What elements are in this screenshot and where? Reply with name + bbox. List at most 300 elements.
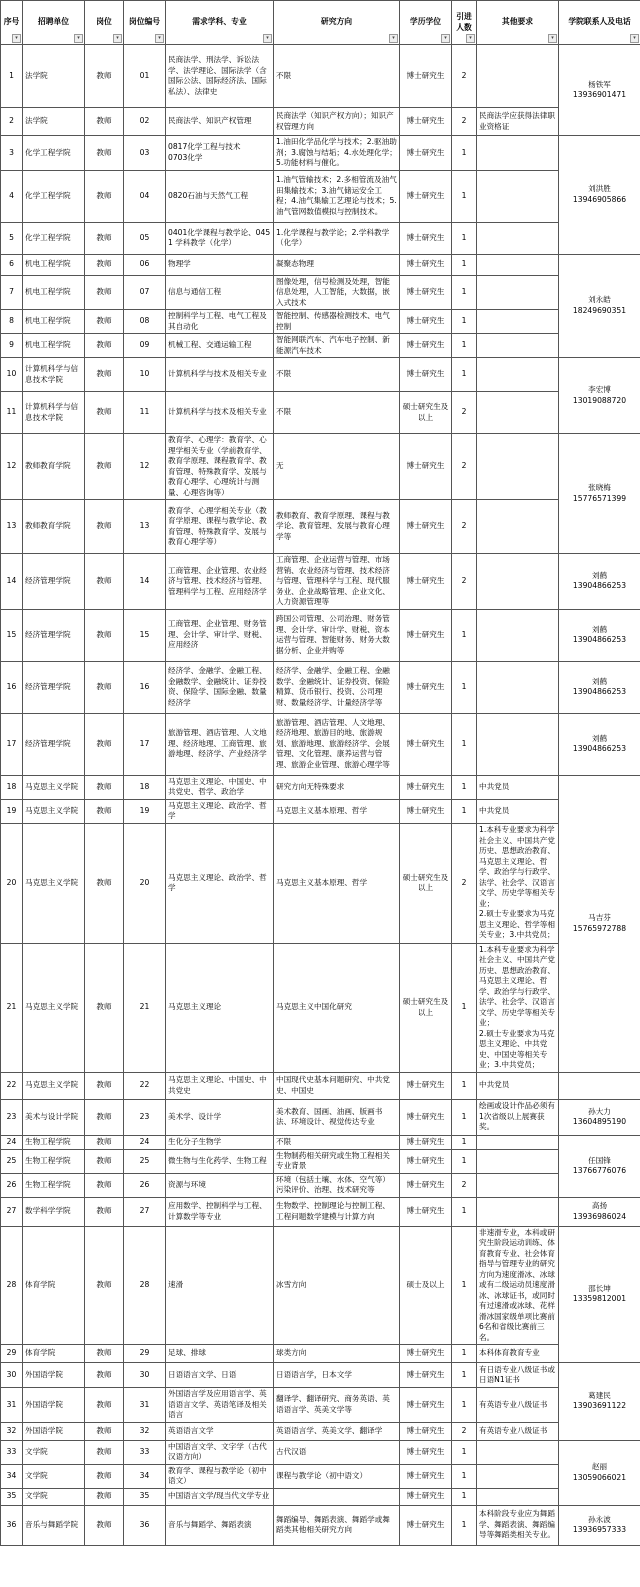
unit-cell: 化学工程学院 <box>23 170 85 222</box>
seq-cell: 3 <box>1 136 23 171</box>
post-cell: 教师 <box>85 609 124 661</box>
seq-cell: 6 <box>1 254 23 275</box>
count-cell: 1 <box>452 1099 477 1135</box>
contact-phone: 13936957333 <box>572 1525 627 1534</box>
other-cell <box>477 554 559 610</box>
contact-cell <box>559 661 640 713</box>
unit-cell: 文学院 <box>23 1488 85 1505</box>
unit-cell: 外国语学院 <box>23 1388 85 1423</box>
degree-cell: 博士研究生 <box>400 1363 452 1388</box>
post-cell: 教师 <box>85 1173 124 1197</box>
contact-cell <box>559 775 640 1072</box>
research-cell: 课程与教学论（初中语文） <box>274 1464 400 1488</box>
code-cell: 14 <box>124 554 166 610</box>
subject-cell: 工商管理、企业管理、财务管理、会计学、审计学、财税、应用经济 <box>166 609 274 661</box>
header-research[interactable]: 研究方向 ▾ <box>274 1 400 45</box>
header-code[interactable]: 岗位编号 ▾ <box>124 1 166 45</box>
degree-cell: 博士研究生 <box>400 713 452 775</box>
seq-cell: 31 <box>1 1388 23 1423</box>
code-cell: 24 <box>124 1135 166 1149</box>
contact-cell <box>559 1099 640 1135</box>
other-cell: 有英语专业八级证书 <box>477 1422 559 1440</box>
unit-cell: 体育学院 <box>23 1345 85 1363</box>
research-cell: 中国现代史基本问题研究、中共党史、中国史 <box>274 1072 400 1099</box>
unit-cell: 机电工程学院 <box>23 254 85 275</box>
unit-cell: 教师教育学院 <box>23 500 85 554</box>
post-cell: 教师 <box>85 713 124 775</box>
count-cell: 2 <box>452 108 477 136</box>
seq-cell: 5 <box>1 222 23 254</box>
research-cell: 不限 <box>274 45 400 108</box>
subject-cell: 工商管理、企业管理、农业经济与管理、技术经济与管理、管理科学与工程、应用经济学 <box>166 554 274 610</box>
post-cell: 教师 <box>85 1464 124 1488</box>
contact-name: 刘永皓 <box>588 295 611 305</box>
subject-cell: 外国语言学及应用语言学、英语语言文学、英语笔译及相关语言 <box>166 1388 274 1423</box>
header-degree[interactable]: 学历学位 ▾ <box>400 1 452 45</box>
count-cell: 2 <box>452 554 477 610</box>
subject-cell: 教育学、课程与教学论（初中语文） <box>166 1464 274 1488</box>
filter-dropdown-icon[interactable]: ▾ <box>466 34 475 43</box>
count-cell: 1 <box>452 1072 477 1099</box>
table-row <box>1 823 640 943</box>
research-cell: 跨国公司管理、公司治理、财务管理、会计学、审计学、财税、资本运营与管理、智能财务、财务大数据分析、企业并购等 <box>274 609 400 661</box>
contact-name: 赵丽 <box>591 1462 608 1471</box>
seq-cell: 29 <box>1 1345 23 1363</box>
code-cell: 30 <box>124 1363 166 1388</box>
contact-cell <box>559 1226 640 1363</box>
contact-cell <box>559 1363 640 1441</box>
research-cell: 研究方向无特殊要求 <box>274 775 400 799</box>
unit-cell: 生物工程学院 <box>23 1173 85 1197</box>
other-cell <box>477 358 559 392</box>
contact-phone: 13059066021 <box>572 1472 627 1482</box>
code-cell: 13 <box>124 500 166 554</box>
post-cell: 教师 <box>85 222 124 254</box>
degree-cell: 博士研究生 <box>400 1149 452 1173</box>
degree-cell: 博士研究生 <box>400 1072 452 1099</box>
seq-cell: 17 <box>1 713 23 775</box>
post-cell: 教师 <box>85 358 124 392</box>
degree-cell: 博士研究生 <box>400 1505 452 1545</box>
contact-cell-empty <box>559 1072 640 1099</box>
seq-cell: 15 <box>1 609 23 661</box>
other-cell <box>477 254 559 275</box>
code-cell: 36 <box>124 1505 166 1545</box>
degree-cell: 硕士研究生及以上 <box>400 823 452 943</box>
header-other[interactable]: 其他要求 ▾ <box>477 1 559 45</box>
post-cell: 教师 <box>85 108 124 136</box>
table-row <box>1 1363 640 1388</box>
other-cell <box>477 310 559 334</box>
contact-phone: 13904866253 <box>572 687 627 696</box>
table-row <box>1 358 640 392</box>
contact-name: 高扬 <box>591 1201 608 1210</box>
research-cell: 生物数学、控制理论与控制工程、工程问题数学建模与计算方向 <box>274 1197 400 1226</box>
subject-cell: 中国语言文学、文字学（古代汉语方向） <box>166 1440 274 1464</box>
seq-cell: 11 <box>1 392 23 434</box>
seq-cell: 12 <box>1 434 23 500</box>
contact-phone: 13946905866 <box>572 194 627 204</box>
code-cell: 03 <box>124 136 166 171</box>
subject-cell: 教育学、心理学相关专业（教育学原理、课程与教学论、教育管理、特殊教育学、发展与教育心理学等） <box>166 500 274 554</box>
research-cell: 不限 <box>274 392 400 434</box>
table-row <box>1 500 640 554</box>
other-cell: 绘画或设计作品必须有1次省级以上展赛获奖。 <box>477 1099 559 1135</box>
header-unit[interactable]: 招聘单位 ▾ <box>23 1 85 45</box>
seq-cell: 20 <box>1 823 23 943</box>
unit-cell: 马克思主义学院 <box>23 823 85 943</box>
contact-name: 张晓梅 <box>588 483 611 492</box>
count-cell: 1 <box>452 943 477 1072</box>
research-cell: 翻译学、翻译研究、商务英语、英语语言学、英美文学等 <box>274 1388 400 1423</box>
table-row <box>1 275 640 310</box>
header-contact[interactable]: 学院联系人及电话 ▾ <box>559 1 640 45</box>
other-cell: 有日语专业八级证书或日语N1证书 <box>477 1363 559 1388</box>
table-row <box>1 775 640 799</box>
code-cell: 11 <box>124 392 166 434</box>
code-cell: 18 <box>124 775 166 799</box>
seq-cell: 24 <box>1 1135 23 1149</box>
table-body <box>1 45 640 1546</box>
subject-cell: 控制科学与工程、电气工程及其自动化 <box>166 310 274 334</box>
count-cell: 1 <box>452 1464 477 1488</box>
subject-cell: 马克思主义理论、政治学、哲学 <box>166 799 274 823</box>
unit-cell: 音乐与舞蹈学院 <box>23 1505 85 1545</box>
subject-cell: 马克思主义理论、中国史、中共党史 <box>166 1072 274 1099</box>
other-cell: 本科体育教育专业 <box>477 1345 559 1363</box>
seq-cell: 14 <box>1 554 23 610</box>
contact-cell <box>559 1440 640 1505</box>
subject-cell: 计算机科学与技术及相关专业 <box>166 392 274 434</box>
unit-cell: 教师教育学院 <box>23 434 85 500</box>
code-cell: 29 <box>124 1345 166 1363</box>
count-cell: 1 <box>452 1135 477 1149</box>
unit-cell: 马克思主义学院 <box>23 943 85 1072</box>
contact-name: 葛建民 <box>588 1390 611 1400</box>
filter-dropdown-icon[interactable]: ▾ <box>113 34 122 43</box>
unit-cell: 马克思主义学院 <box>23 775 85 799</box>
table-row <box>1 1149 640 1173</box>
post-cell: 教师 <box>85 554 124 610</box>
table-row <box>1 1173 640 1197</box>
subject-cell: 教育学、心理学：教育学、心理学相关专业（学前教育学、教育学原理、课程教育学、教育管理、特殊教育学、发展与教育心理学、心理统计与测量、心理咨询等） <box>166 434 274 500</box>
research-cell: 工商管理、企业运营与管理、市场营销、农业经济与管理、技术经济与管理、管理科学与工程、现代服务业、企业战略管理、企业文化、人力资源管理等 <box>274 554 400 610</box>
subject-cell: 0401化学课程与教学论、0451 学科教学（化学） <box>166 222 274 254</box>
count-cell: 1 <box>452 609 477 661</box>
seq-cell: 34 <box>1 1464 23 1488</box>
seq-cell: 25 <box>1 1149 23 1173</box>
code-cell: 22 <box>124 1072 166 1099</box>
degree-cell: 博士研究生 <box>400 136 452 171</box>
other-cell <box>477 1440 559 1464</box>
contact-name: 刘鹤 <box>591 624 608 634</box>
contact-phone: 18249690351 <box>572 305 627 315</box>
other-cell <box>477 500 559 554</box>
table-row <box>1 1226 640 1345</box>
other-cell <box>477 1464 559 1488</box>
count-cell: 1 <box>452 1149 477 1173</box>
other-cell: 1.本科专业要求为科学社会主义、中国共产党历史、思想政治教育、马克思主义理论、哲学、政治学与行政学、法学、社会学、汉语言文学、历史学等相关专业； 2.硕士专业要求为马克思主义理论、中共党史、中国史等相关专业；3.中共党员； <box>477 943 559 1072</box>
filter-dropdown-icon[interactable]: ▾ <box>263 34 272 43</box>
research-cell: 1.油气管输技术；2.多相管流及油气田集输技术；3.油气储运安全工程；4.油气集输工艺理论与技术；5.油气管网数值模拟与控制技术。 <box>274 170 400 222</box>
contact-name: 邵长坤 <box>588 1283 611 1293</box>
table-row <box>1 254 640 275</box>
count-cell: 2 <box>452 434 477 500</box>
other-cell: 本科阶段专业应为舞蹈学、舞蹈表演、舞蹈编导等舞蹈类相关专业。 <box>477 1505 559 1545</box>
degree-cell: 博士研究生 <box>400 275 452 310</box>
contact-name: 刘洪胜 <box>588 184 611 194</box>
degree-cell: 博士研究生 <box>400 1197 452 1226</box>
header-post[interactable]: 岗位 ▾ <box>85 1 124 45</box>
filter-dropdown-icon[interactable]: ▾ <box>630 34 639 43</box>
post-cell: 教师 <box>85 823 124 943</box>
research-cell: 舞蹈编导、舞蹈表演、舞蹈学或舞蹈类其他相关研究方向 <box>274 1505 400 1545</box>
table-row <box>1 334 640 358</box>
count-cell: 1 <box>452 661 477 713</box>
unit-cell: 计算机科学与信息技术学院 <box>23 358 85 392</box>
post-cell: 教师 <box>85 1422 124 1440</box>
unit-cell: 法学院 <box>23 45 85 108</box>
unit-cell: 外国语学院 <box>23 1422 85 1440</box>
degree-cell: 博士研究生 <box>400 661 452 713</box>
code-cell: 34 <box>124 1464 166 1488</box>
research-cell: 冰雪方向 <box>274 1226 400 1345</box>
contact-phone: 13359812001 <box>572 1294 627 1304</box>
count-cell: 1 <box>452 1345 477 1363</box>
subject-cell: 中国语言文学/现当代文学专业 <box>166 1488 274 1505</box>
subject-cell: 0820石油与天然气工程 <box>166 170 274 222</box>
unit-cell: 机电工程学院 <box>23 310 85 334</box>
count-cell: 1 <box>452 170 477 222</box>
other-cell <box>477 661 559 713</box>
unit-cell: 经济管理学院 <box>23 661 85 713</box>
contact-name: 任国锋 <box>588 1155 611 1165</box>
degree-cell: 博士研究生 <box>400 554 452 610</box>
post-cell: 教师 <box>85 775 124 799</box>
table-row <box>1 1072 640 1099</box>
table-row <box>1 1135 640 1149</box>
research-cell: 美术教育、国画、油画、版画书法、环境设计、视觉传达专业 <box>274 1099 400 1135</box>
count-cell: 1 <box>452 254 477 275</box>
seq-cell: 22 <box>1 1072 23 1099</box>
unit-cell: 马克思主义学院 <box>23 799 85 823</box>
contact-phone: 13936986024 <box>572 1211 627 1221</box>
post-cell: 教师 <box>85 1345 124 1363</box>
unit-cell: 文学院 <box>23 1464 85 1488</box>
count-cell: 1 <box>452 713 477 775</box>
subject-cell: 机械工程、交通运输工程 <box>166 334 274 358</box>
research-cell: 民商法学（知识产权方向）；知识产权管理方向 <box>274 108 400 136</box>
seq-cell: 35 <box>1 1488 23 1505</box>
table-row <box>1 136 640 171</box>
post-cell: 教师 <box>85 434 124 500</box>
unit-cell: 体育学院 <box>23 1226 85 1345</box>
count-cell: 1 <box>452 1440 477 1464</box>
post-cell: 教师 <box>85 661 124 713</box>
subject-cell: 应用数学、控制科学与工程、计算数学等专业 <box>166 1197 274 1226</box>
seq-cell: 28 <box>1 1226 23 1345</box>
other-cell: 民商法学应获得法律职业资格证 <box>477 108 559 136</box>
research-cell: 图像处理，信号检测及处理，智能信息处理，人工智能，大数据，嵌入式技术 <box>274 275 400 310</box>
post-cell: 教师 <box>85 254 124 275</box>
contact-phone: 13904866253 <box>572 635 627 644</box>
subject-cell: 微生物与生化药学、生物工程 <box>166 1149 274 1173</box>
degree-cell: 硕士研究生及以上 <box>400 392 452 434</box>
count-cell: 1 <box>452 136 477 171</box>
unit-cell: 化学工程学院 <box>23 136 85 171</box>
contact-phone: 13904866253 <box>572 744 627 753</box>
code-cell: 17 <box>124 713 166 775</box>
degree-cell: 博士研究生 <box>400 1345 452 1363</box>
post-cell: 教师 <box>85 1440 124 1464</box>
contact-name: 刘鹤 <box>591 733 608 743</box>
subject-cell: 生化分子生物学 <box>166 1135 274 1149</box>
table-row <box>1 1505 640 1545</box>
table-row <box>1 392 640 434</box>
filter-dropdown-icon[interactable]: ▾ <box>74 34 83 43</box>
seq-cell: 1 <box>1 45 23 108</box>
other-cell <box>477 392 559 434</box>
code-cell: 33 <box>124 1440 166 1464</box>
table-row <box>1 1464 640 1488</box>
post-cell: 教师 <box>85 334 124 358</box>
filter-dropdown-icon[interactable]: ▾ <box>389 34 398 43</box>
count-cell: 2 <box>452 823 477 943</box>
code-cell: 31 <box>124 1388 166 1423</box>
count-cell: 1 <box>452 275 477 310</box>
code-cell: 32 <box>124 1422 166 1440</box>
count-cell: 2 <box>452 45 477 108</box>
code-cell: 35 <box>124 1488 166 1505</box>
filter-dropdown-icon[interactable]: ▾ <box>441 34 450 43</box>
research-cell: 不限 <box>274 1135 400 1149</box>
header-count[interactable]: 引进人数 ▾ <box>452 1 477 45</box>
research-cell: 经济学、金融学、金融工程、金融数学、金融统计、证券投资、保险精算、货币银行、投资、公司理财、数量经济学、计量经济学等 <box>274 661 400 713</box>
other-cell <box>477 1173 559 1197</box>
research-cell: 智能网联汽车、汽车电子控制、新能源汽车技术 <box>274 334 400 358</box>
header-seq[interactable]: 序号 ▾ <box>1 1 23 45</box>
research-cell: 教师教育、教育学原理、课程与教学论、教育管理、发展与教育心理学等 <box>274 500 400 554</box>
count-cell: 1 <box>452 775 477 799</box>
code-cell: 05 <box>124 222 166 254</box>
table-row <box>1 45 640 108</box>
contact-phone: 15765972788 <box>572 923 627 933</box>
subject-cell: 美术学、设计学 <box>166 1099 274 1135</box>
count-cell: 2 <box>452 1422 477 1440</box>
research-cell: 英语语言学、英美文学、翻译学 <box>274 1422 400 1440</box>
research-cell: 生物制药相关研究或生物工程相关专业背景 <box>274 1149 400 1173</box>
filter-dropdown-icon[interactable]: ▾ <box>548 34 557 43</box>
seq-cell: 32 <box>1 1422 23 1440</box>
header-subject[interactable]: 需求学科、专业 ▾ <box>166 1 274 45</box>
subject-cell: 资源与环境 <box>166 1173 274 1197</box>
code-cell: 28 <box>124 1226 166 1345</box>
seq-cell: 33 <box>1 1440 23 1464</box>
post-cell: 教师 <box>85 45 124 108</box>
other-cell <box>477 1197 559 1226</box>
subject-cell: 信息与通信工程 <box>166 275 274 310</box>
seq-cell: 30 <box>1 1363 23 1388</box>
contact-name: 马吉芬 <box>588 913 611 922</box>
subject-cell: 旅游管理、酒店管理、人文地理、经济地理、工商管理、旅游地理、经济学、产业经济学 <box>166 713 274 775</box>
filter-dropdown-icon[interactable]: ▾ <box>12 34 21 43</box>
degree-cell: 博士研究生 <box>400 170 452 222</box>
count-cell: 1 <box>452 799 477 823</box>
contact-cell <box>559 434 640 554</box>
count-cell: 1 <box>452 358 477 392</box>
code-cell: 02 <box>124 108 166 136</box>
subject-cell: 经济学、金融学、金融工程、金融数学、金融统计、证券投资、保险学、国际金融、数量经济学 <box>166 661 274 713</box>
other-cell <box>477 1135 559 1149</box>
research-cell: 日语语言学，日本文学 <box>274 1363 400 1388</box>
research-cell: 古代汉语 <box>274 1440 400 1464</box>
unit-cell: 数学科学学院 <box>23 1197 85 1226</box>
contact-cell <box>559 713 640 775</box>
degree-cell: 博士研究生 <box>400 222 452 254</box>
count-cell: 1 <box>452 1388 477 1423</box>
unit-cell: 经济管理学院 <box>23 609 85 661</box>
contact-phone: 13019088720 <box>572 395 627 405</box>
contact-name: 刘鹤 <box>591 676 608 686</box>
filter-dropdown-icon[interactable]: ▾ <box>155 34 164 43</box>
contact-phone: 13936901471 <box>572 90 627 99</box>
table-row <box>1 609 640 661</box>
post-cell: 教师 <box>85 799 124 823</box>
research-cell: 智能控制、传感器检测技术、电气控制 <box>274 310 400 334</box>
degree-cell: 博士研究生 <box>400 1488 452 1505</box>
unit-cell: 化学工程学院 <box>23 222 85 254</box>
other-cell <box>477 275 559 310</box>
count-cell: 1 <box>452 222 477 254</box>
code-cell: 20 <box>124 823 166 943</box>
degree-cell: 博士研究生 <box>400 310 452 334</box>
research-cell: 凝聚态物理 <box>274 254 400 275</box>
degree-cell: 博士研究生 <box>400 334 452 358</box>
post-cell: 教师 <box>85 1505 124 1545</box>
unit-cell: 文学院 <box>23 1440 85 1464</box>
research-cell: 马克思主义基本原理、哲学 <box>274 799 400 823</box>
table-row <box>1 943 640 1072</box>
post-cell: 教师 <box>85 1072 124 1099</box>
unit-cell: 美术与设计学院 <box>23 1099 85 1135</box>
other-cell <box>477 1149 559 1173</box>
degree-cell: 博士研究生 <box>400 358 452 392</box>
contact-cell <box>559 358 640 434</box>
code-cell: 26 <box>124 1173 166 1197</box>
count-cell: 1 <box>452 1488 477 1505</box>
code-cell: 12 <box>124 434 166 500</box>
degree-cell: 博士研究生 <box>400 434 452 500</box>
contact-phone: 13904866253 <box>572 581 627 591</box>
research-cell: 马克思主义基本原理、哲学 <box>274 823 400 943</box>
table-row <box>1 1099 640 1135</box>
degree-cell: 博士研究生 <box>400 775 452 799</box>
table-row <box>1 170 640 222</box>
subject-cell: 计算机科学与技术及相关专业 <box>166 358 274 392</box>
contact-cell <box>559 1135 640 1197</box>
post-cell: 教师 <box>85 136 124 171</box>
header-row <box>1 1 640 45</box>
research-cell: 1.化学课程与教学论；2.学科教学（化学） <box>274 222 400 254</box>
other-cell <box>477 434 559 500</box>
seq-cell: 10 <box>1 358 23 392</box>
unit-cell: 法学院 <box>23 108 85 136</box>
table-row <box>1 434 640 500</box>
table-row <box>1 1440 640 1464</box>
subject-cell: 物理学 <box>166 254 274 275</box>
code-cell: 07 <box>124 275 166 310</box>
code-cell: 27 <box>124 1197 166 1226</box>
